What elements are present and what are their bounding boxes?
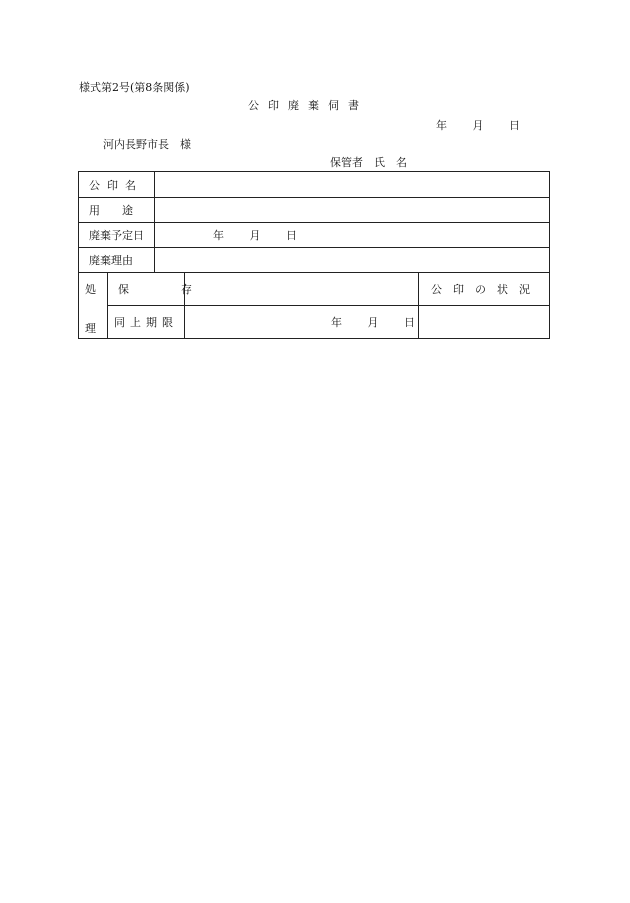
document-title: 公印廃棄伺書 <box>248 99 368 112</box>
usage-field[interactable] <box>155 198 550 223</box>
disposal-date-label: 廃棄予定日 <box>79 223 155 248</box>
document-date: 年 月 日 <box>436 119 520 132</box>
period-date-field[interactable]: 年 月 日 <box>185 306 419 339</box>
disposal-reason-label: 廃棄理由 <box>79 248 155 273</box>
table-row-usage <box>79 198 550 223</box>
processing-label-char-1: 処 <box>85 283 96 296</box>
table-row-seal-name <box>79 172 550 198</box>
seal-name-label: 公印名 <box>79 172 155 198</box>
storage-label-part-1: 保 <box>118 283 129 296</box>
storage-label-part-2: 存 <box>181 283 192 296</box>
processing-label-char-2: 理 <box>85 322 96 335</box>
disposal-date-field[interactable]: 年 月 日 <box>155 223 550 248</box>
table-row-disposal-date <box>79 223 550 248</box>
form-number: 様式第2号(第8条関係) <box>79 81 190 94</box>
processing-label <box>79 273 108 339</box>
table-row-disposal-reason <box>79 248 550 273</box>
addressee: 河内長野市長 様 <box>103 138 191 151</box>
storage-label <box>108 273 192 306</box>
usage-label-part-1: 用 <box>89 204 100 217</box>
storage-field[interactable] <box>185 273 419 306</box>
period-label: 同上期限 <box>108 306 185 339</box>
seal-status-label: 公印の状況 <box>419 273 550 306</box>
seal-disposal-form-table <box>78 171 550 339</box>
usage-label-part-2: 途 <box>122 204 133 217</box>
usage-label <box>79 198 155 223</box>
disposal-reason-field[interactable] <box>155 248 550 273</box>
table-row-period <box>79 306 550 339</box>
seal-name-field[interactable] <box>155 172 550 198</box>
table-row-storage <box>79 273 550 306</box>
holder-name-label: 保管者 氏 名 <box>330 156 407 169</box>
seal-status-field[interactable] <box>419 306 550 339</box>
